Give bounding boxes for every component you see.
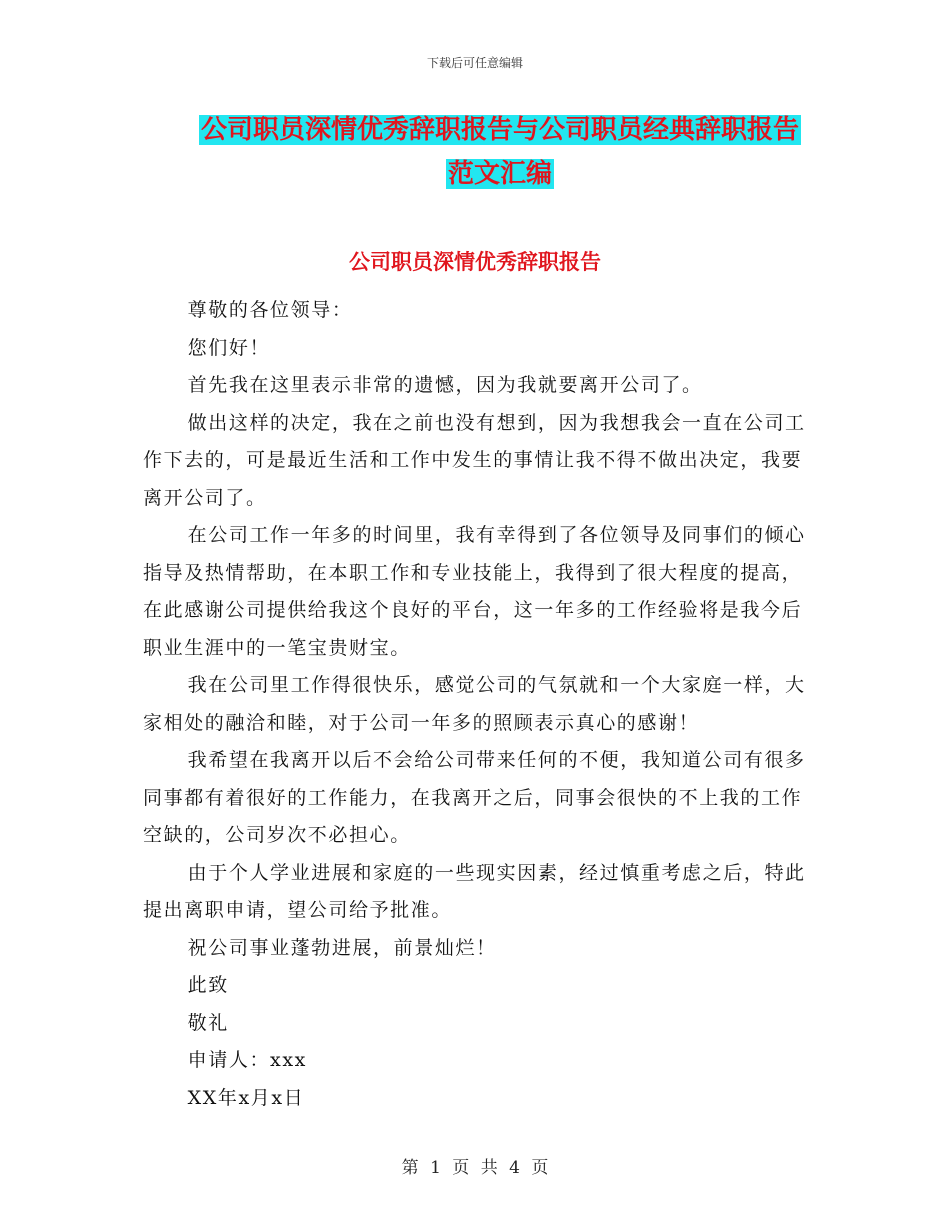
document-title-line-1: 公司职员深情优秀辞职报告与公司职员经典辞职报告: [200, 115, 799, 145]
letter-body: [143, 292, 807, 1117]
letter-date: XX年x月x日: [187, 1086, 305, 1109]
document-title: [140, 108, 860, 196]
document-title-line-2: 范文汇编: [447, 159, 552, 189]
body-paragraph: 首先我在这里表示非常的遗憾，因为我就要离开公司了。: [187, 374, 703, 396]
body-paragraph: 在公司工作一年多的时间里，我有幸得到了各位领导及同事们的倾心指导及热情帮助，在本职工作和专业技能上，我得到了很大程度的提高，在此感谢公司提供给我这个良好的平台，这一年多的工作经验将是我今后职业生涯中的一笔宝贵财宝。: [143, 524, 806, 659]
closing-wish: 祝公司事业蓬勃进展，前景灿烂！: [187, 936, 497, 959]
body-paragraph: 由于个人学业进展和家庭的一些现实因素，经过慎重考虑之后，特此提出离职申请，望公司给予批准。: [143, 861, 806, 921]
applicant-signature: 申请人：xxx: [187, 1049, 307, 1071]
body-paragraph: 做出这样的决定，我在之前也没有想到，因为我想我会一直在公司工作下去的，可是最近生活和工作中发生的事情让我不得不做出决定，我要离开公司了。: [143, 411, 806, 509]
section-title: 公司职员深情优秀辞职报告: [349, 249, 601, 274]
closing-cizhi: 此致: [187, 974, 229, 996]
greeting: 您们好！: [187, 336, 271, 359]
closing-jingli: 敬礼: [187, 1011, 229, 1034]
body-paragraph: 我在公司里工作得很快乐，感觉公司的气氛就和一个大家庭一样，大家相处的融洽和睦，对于公司一年多的照顾表示真心的感谢！: [143, 674, 806, 734]
page-header-note: 下载后可任意编辑: [426, 56, 523, 70]
salutation: 尊敬的各位领导：: [187, 299, 353, 321]
page-number: 第 1 页 共 4 页: [401, 1158, 549, 1178]
body-paragraph: 我希望在我离开以后不会给公司带来任何的不便，我知道公司有很多同事都有着很好的工作能力，在我离开之后，同事会很快的不上我的工作空缺的，公司岁次不必担心。: [143, 749, 806, 846]
